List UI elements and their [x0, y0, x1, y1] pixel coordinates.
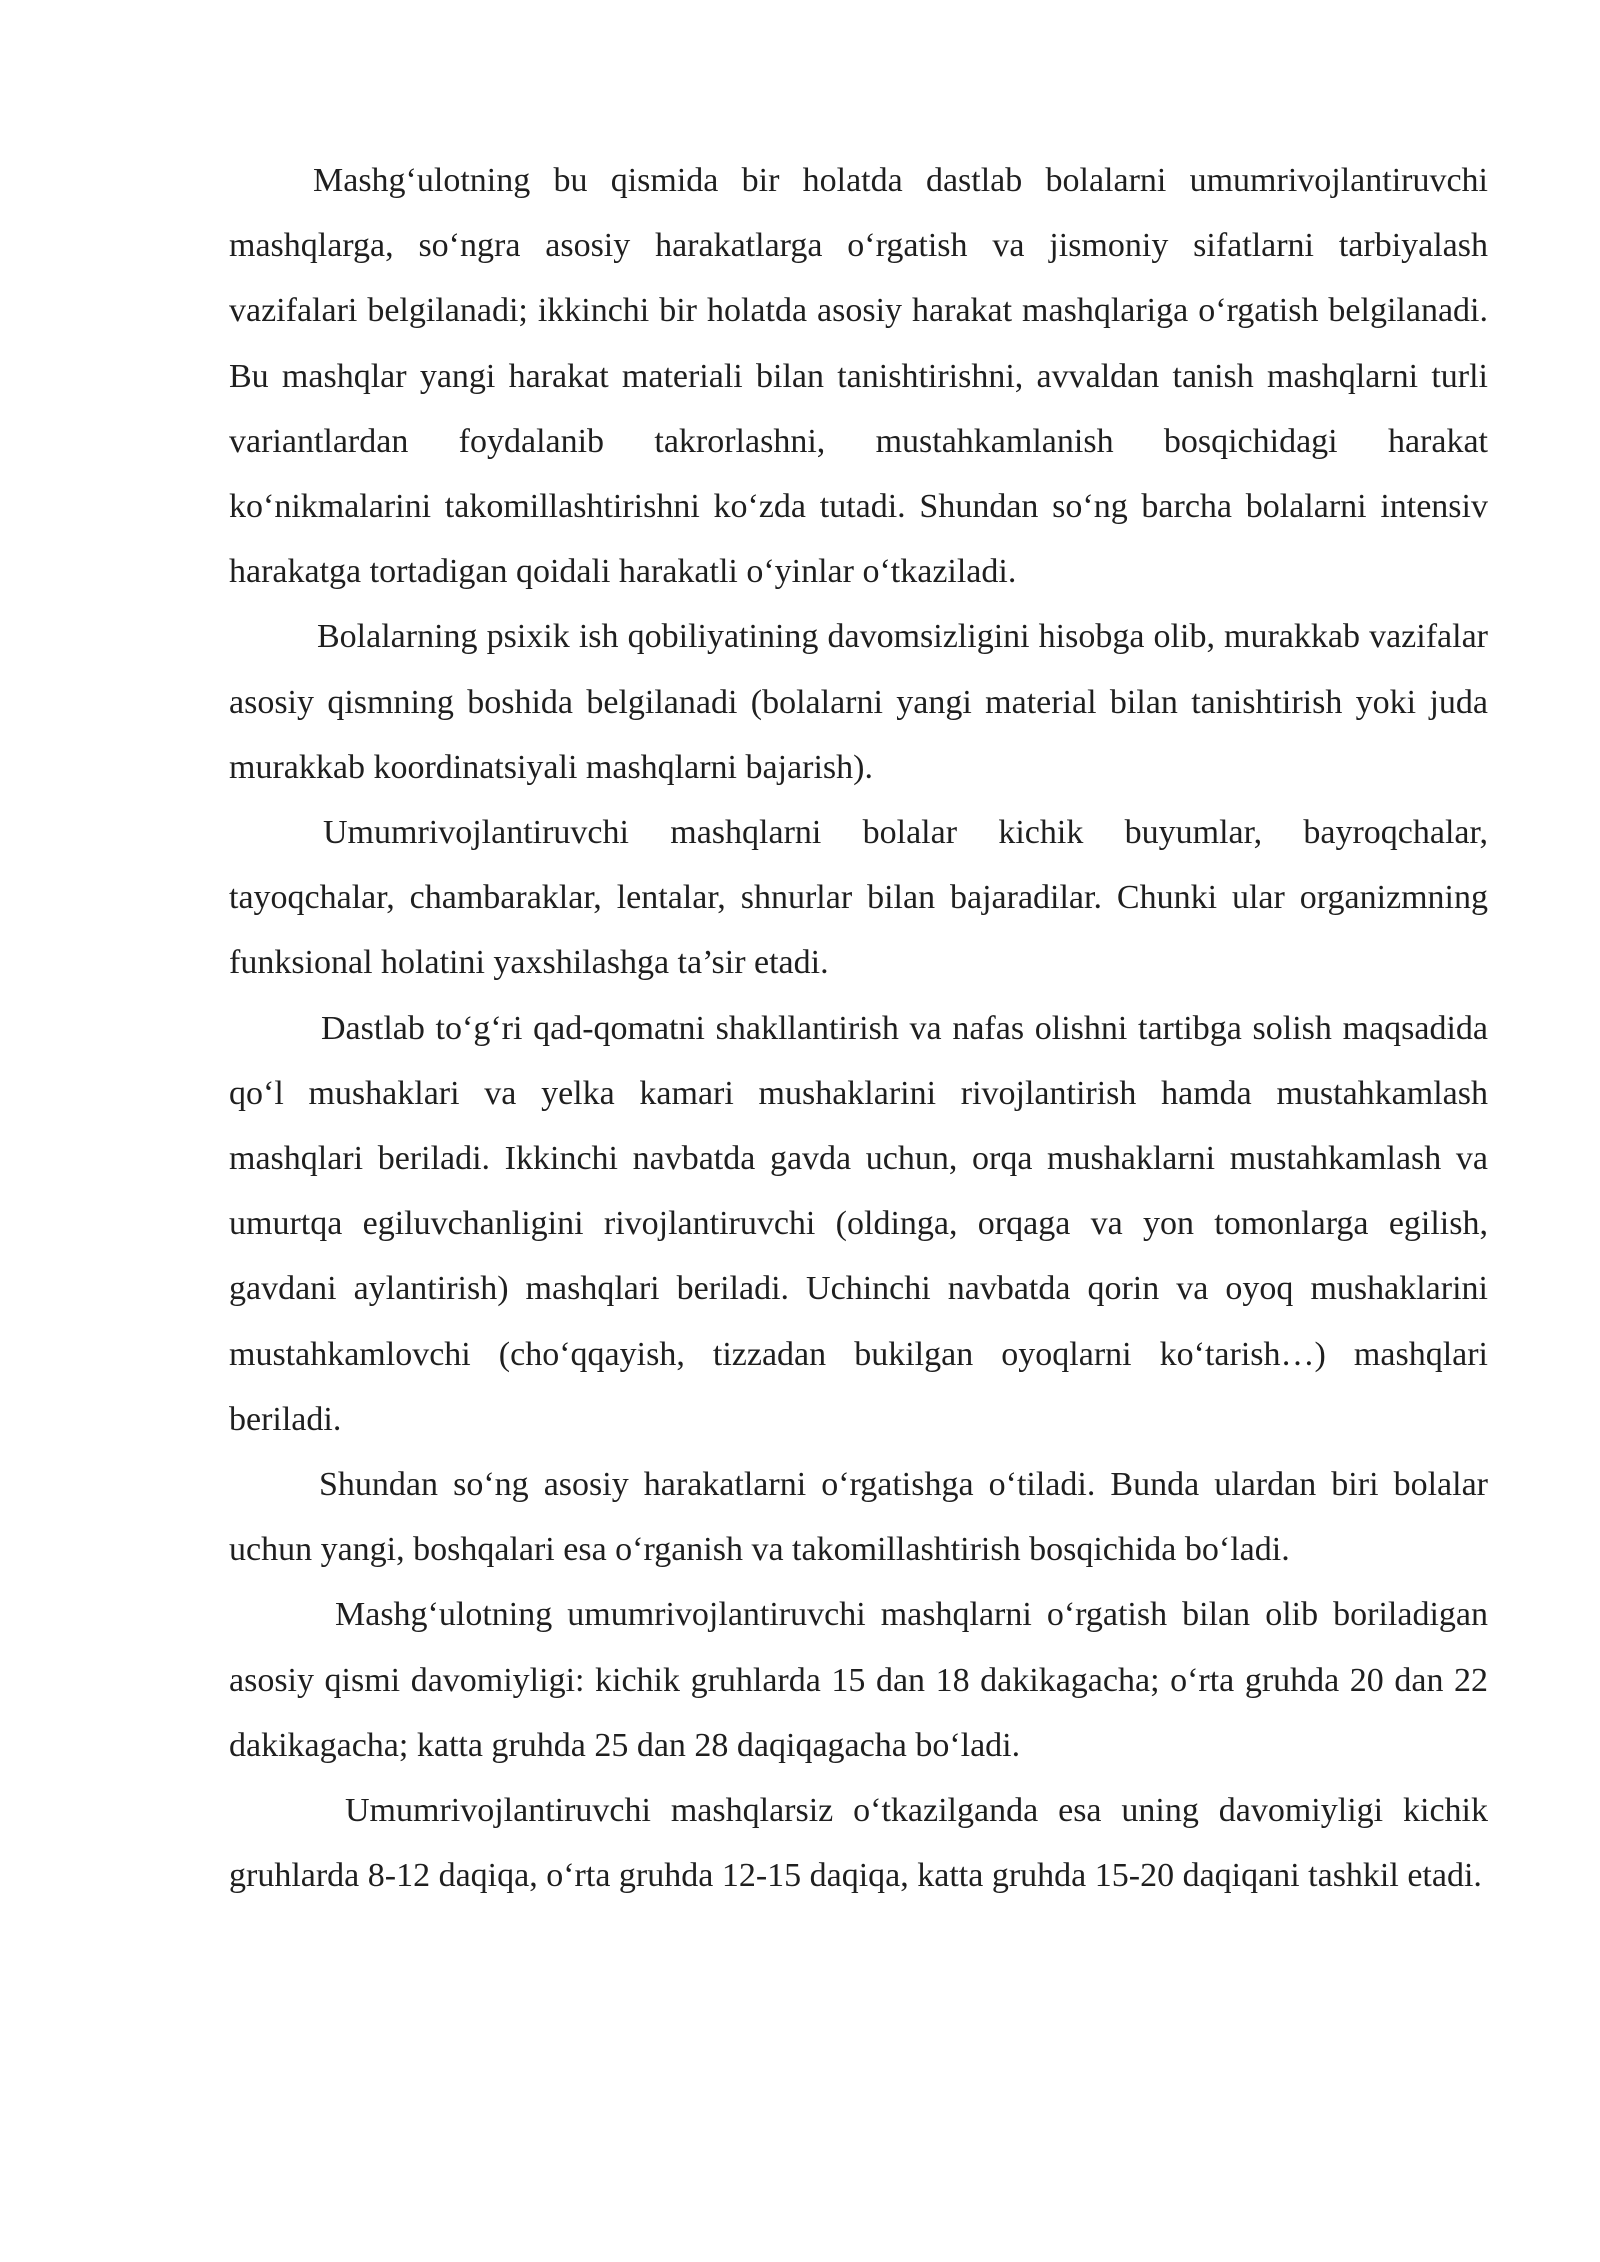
paragraph-7: Umumrivojlantiruvchi mashqlarsiz o‘tkazilganda esa uning davomiyligi kichik gruhlarda 8-12 daqiqa, o‘rta gruhda 12-15 daqiqa, katta gruhda 15-20 daqiqani tashkil etadi. [229, 1792, 1488, 1895]
paragraph-1: Mashg‘ulotning bu qismida bir holatda dastlab bolalarni umumrivojlantiruvchi mashqlarga, so‘ngra asosiy harakatlarga o‘rgatish va jismoniy sifatlarni tarbiyalash vazifalari belgilanadi; ikkinchi bir holatda asosiy harakat mashqlariga o‘rgatish belgilanadi. Bu mashqlar yangi harakat materiali bilan tanishtirishni, avvaldan tanish mashqlarni turli variantlardan foydalanib takrorlashni, mustahkamlanish bosqichidagi harakat ko‘nikmalarini takomillashtirishni ko‘zda tutadi. Shundan so‘ng barcha bolalarni intensiv harakatga tortadigan qoidali harakatli o‘yinlar o‘tkaziladi. [229, 162, 1488, 591]
paragraph-4: Dastlab to‘g‘ri qad-qomatni shakllantirish va nafas olishni tartibga solish maqsadida qo‘l mushaklari va yelka kamari mushaklarini rivojlantirish hamda mustahkamlash mashqlari beriladi. Ikkinchi navbatda gavda uchun, orqa mushaklarni mustahkamlash va umurtqa egiluvchanligini rivojlantiruvchi (oldinga, orqaga va yon tomonlarga egilish, gavdani aylantirish) mashqlari beriladi. Uchinchi navbatda qorin va oyoq mushaklarini mustahkamlovchi (cho‘qqayish, tizzadan bukilgan oyoqlarni ko‘tarish…) mashqlari beriladi. [229, 1009, 1488, 1438]
paragraph-2: Bolalarning psixik ish qobiliyatining davomsizligini hisobga olib, murakkab vazifalar asosiy qismning boshida belgilanadi (bolalarni yangi material bilan tanishtirish yoki juda murakkab koordinatsiyali mashqlarni bajarish). [229, 618, 1488, 786]
paragraph-5: Shundan so‘ng asosiy harakatlarni o‘rgatishga o‘tiladi. Bunda ulardan biri bolalar uchun yangi, boshqalari esa o‘rganish va takomillashtirish bosqichida bo‘ladi. [229, 1466, 1488, 1569]
document-page [229, 148, 1488, 1908]
paragraph-3: Umumrivojlantiruvchi mashqlarni bolalar kichik buyumlar, bayroqchalar, tayoqchalar, chambaraklar, lentalar, shnurlar bilan bajaradilar. Chunki ular organizmning funksional holatini yaxshilashga ta’sir etadi. [229, 814, 1488, 982]
paragraph-6: Mashg‘ulotning umumrivojlantiruvchi mashqlarni o‘rgatish bilan olib boriladigan asosiy qismi davomiyligi: kichik gruhlarda 15 dan 18 dakikagacha; o‘rta gruhda 20 dan 22 dakikagacha; katta gruhda 25 dan 28 daqiqagacha bo‘ladi. [229, 1596, 1488, 1764]
